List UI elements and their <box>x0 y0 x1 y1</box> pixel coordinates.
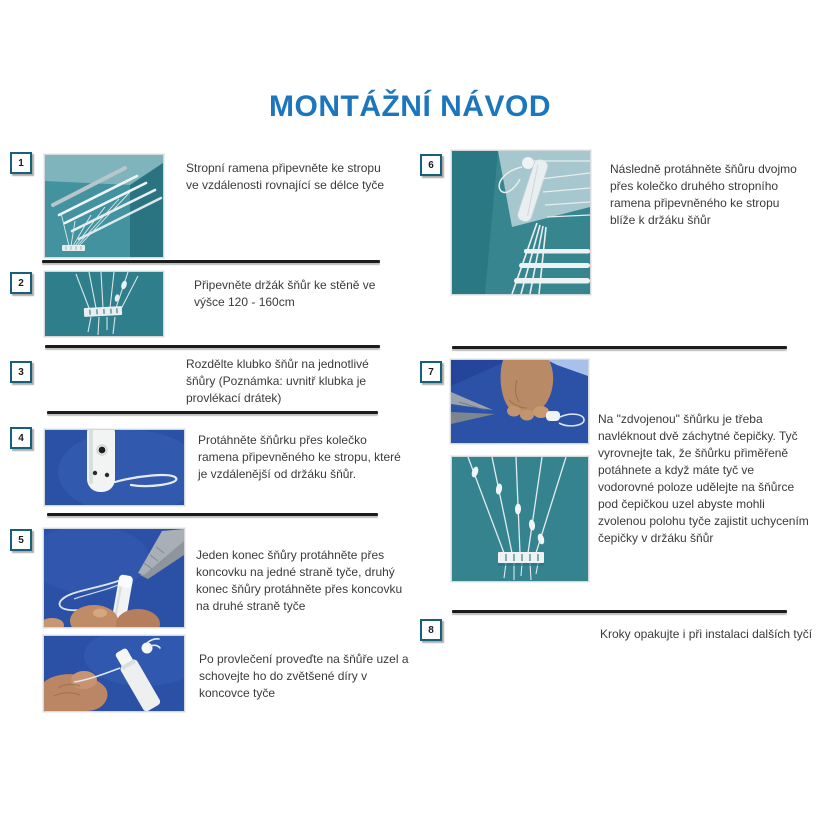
step-1-photo <box>44 154 164 258</box>
arm-end-illustration <box>45 430 184 505</box>
step-5-photo <box>43 528 185 628</box>
step-4-number: 4 <box>10 427 32 449</box>
step-7-number: 7 <box>420 361 442 383</box>
step-4-photo <box>44 429 185 506</box>
step-8-text: Kroky opakujte i při instalaci dalších tyčí <box>600 627 813 641</box>
step-3-number: 3 <box>10 361 32 383</box>
cords-radiating-illustration <box>452 457 588 581</box>
ceiling-corner-illustration <box>452 151 590 294</box>
step-2-photo <box>44 271 164 337</box>
knot-in-rod-end-illustration <box>44 636 184 711</box>
page-title: MONTÁŽNÍ NÁVOD <box>269 90 551 123</box>
step-5-photo-2 <box>43 635 185 712</box>
divider <box>42 260 380 263</box>
step-5-text: Jeden konec šňůry protáhněte přes koncovku na jedné straně tyče, druhý konec šňůry protáhněte přes koncovku na druhé straně tyče <box>196 548 403 614</box>
step-2-text: Připevněte držák šňůr ke stěně ve výšce 120 - 160cm <box>194 278 376 310</box>
ceiling-dryer-illustration <box>45 155 163 257</box>
threading-cord-illustration <box>44 529 184 627</box>
divider <box>47 513 378 516</box>
divider <box>452 346 787 349</box>
step-1-number: 1 <box>10 152 32 174</box>
step-4-text: Protáhněte šňůrku přes kolečko ramena připevněného ke stropu, které je vzdálenější od držáku šňůr. <box>198 433 401 482</box>
step-7-photo-2 <box>451 456 589 582</box>
step-7-text: Na "zdvojenou" šňůrku je třeba navléknout dvě záchytné čepičky. Tyč vyrovnejte tak, že šňůrku přiměřeně potáhnete a když máte tyč ve vodorovné poloze udělejte na šňůrce pod čepičkou uzel abyste mohli zvolenou polohu tyče zajistit uchycením čepičky v držáku šňůr <box>598 412 809 546</box>
step-7-photo <box>450 359 589 444</box>
step-2-number: 2 <box>10 272 32 294</box>
step-5-text-2: Po provlečení proveďte na šňůře uzel a schovejte ho do zvětšené díry v koncovce tyče <box>199 652 409 701</box>
step-8-number: 8 <box>420 619 442 641</box>
caps-on-cord-illustration <box>451 360 588 443</box>
step-6-text: Následně protáhněte šňůru dvojmo přes kolečko druhého stropního ramena připevněného ke stropu blíže k držáku šňůr <box>610 162 797 228</box>
step-3-text: Rozdělte klubko šňůr na jednotlivé šňůry (Poznámka: uvnitř klubka je provlékací drátek) <box>186 357 369 406</box>
cord-holder-illustration <box>45 272 163 336</box>
step-1-text: Stropní ramena připevněte ke stropu ve vzdálenosti rovnající se délce tyče <box>186 161 385 193</box>
divider <box>47 411 378 414</box>
divider <box>45 345 380 348</box>
divider <box>452 610 787 613</box>
step-6-number: 6 <box>420 154 442 176</box>
step-5-number: 5 <box>10 529 32 551</box>
step-6-photo <box>451 150 591 295</box>
